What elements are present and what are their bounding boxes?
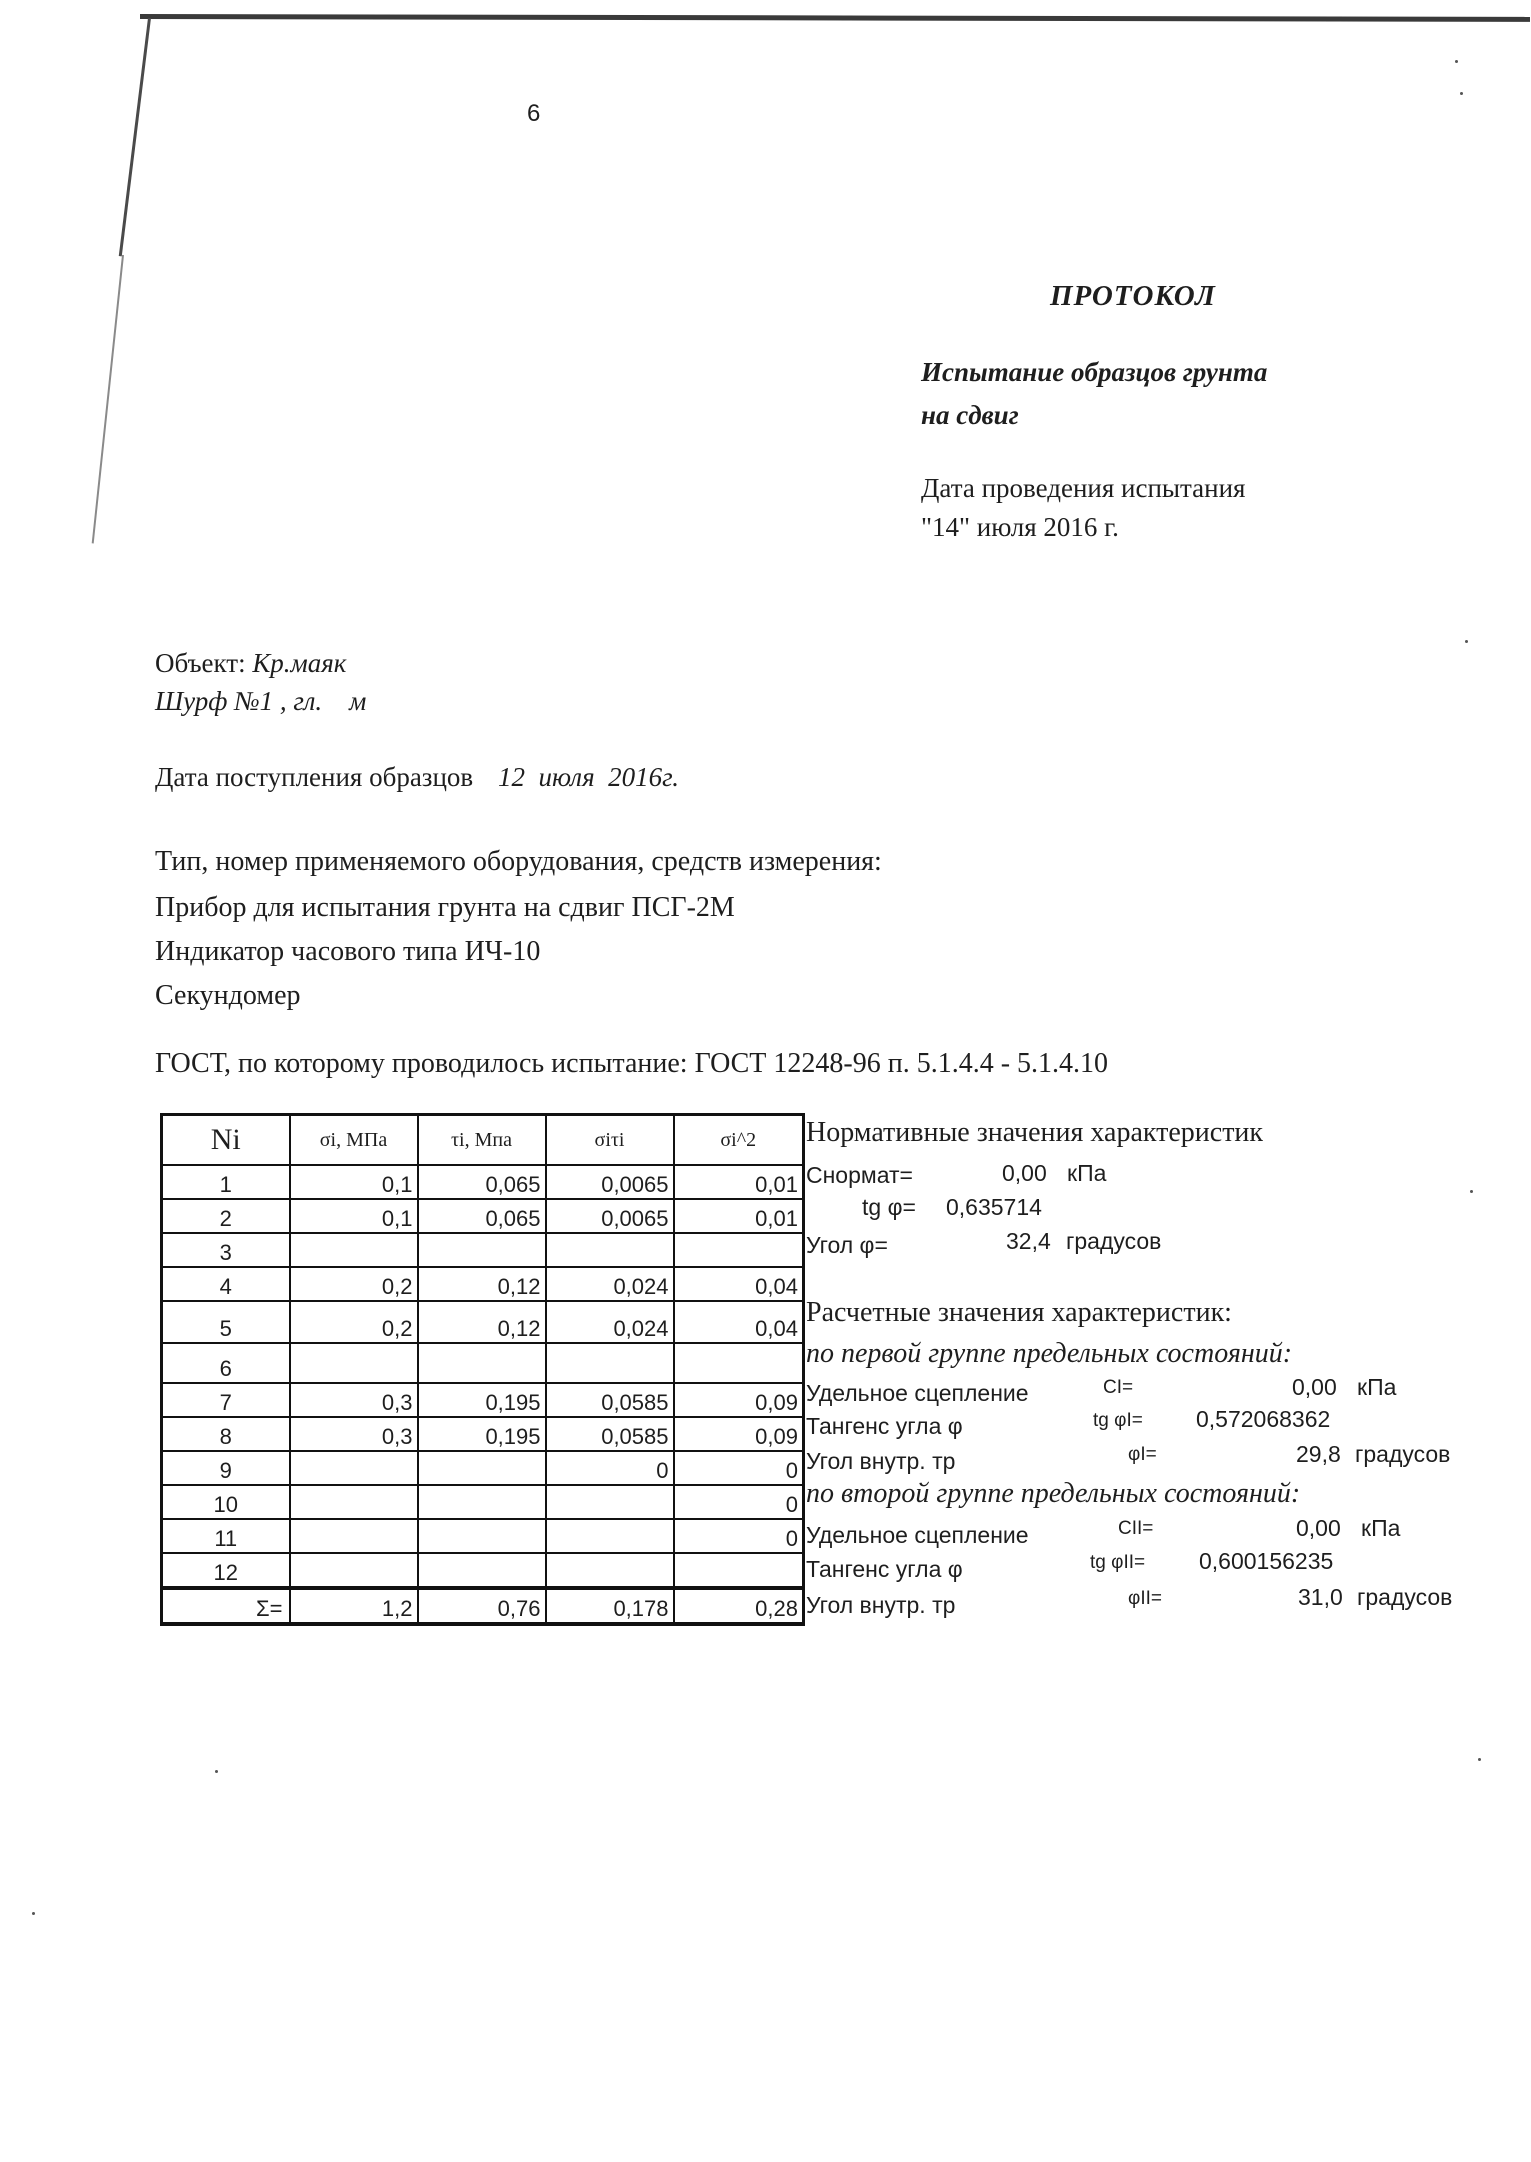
cell-tau	[418, 1553, 546, 1588]
cell-tau: 0,12	[418, 1267, 546, 1301]
scan-speck	[32, 1912, 35, 1915]
column-header-tau: τi, Мпа	[418, 1115, 546, 1166]
table-row	[162, 1343, 804, 1383]
sum-sigma-squared: 0,28	[674, 1588, 804, 1624]
scan-edge-top	[140, 14, 1530, 22]
cell-n: 10	[162, 1485, 290, 1519]
cell-tau: 0,195	[418, 1417, 546, 1451]
object-label: Объект:	[155, 648, 246, 678]
group1-angle-label: Угол внутр. тр	[806, 1448, 956, 1474]
cell-sigma-squared: 0,01	[674, 1199, 804, 1233]
group2-heading: по второй группе предельных состояний:	[806, 1478, 1301, 1509]
cell-sigma-tau	[546, 1553, 674, 1588]
cell-tau: 0,065	[418, 1165, 546, 1199]
scan-speck	[1465, 640, 1468, 643]
scan-speck	[1455, 60, 1458, 63]
group1-cohesion-label: Удельное сцепление	[806, 1380, 1029, 1406]
equipment-item: Индикатор часового типа ИЧ-10	[155, 936, 541, 967]
cell-n: 4	[162, 1267, 290, 1301]
normative-angle-unit: градусов	[1066, 1228, 1162, 1254]
equipment-item: Секундомер	[155, 980, 301, 1011]
group2-c-symbol: CII=	[1118, 1518, 1154, 1539]
document-subtitle-line2: на сдвиг	[921, 400, 1019, 430]
object-value: Кр.маяк	[252, 648, 347, 678]
scan-speck	[1460, 92, 1463, 95]
scan-speck	[1470, 1190, 1473, 1193]
pit-line: Шурф №1 , гл. м	[155, 686, 367, 716]
cell-sigma-tau: 0,024	[546, 1267, 674, 1301]
cell-n: 6	[162, 1343, 290, 1383]
cell-sigma: 0,2	[290, 1267, 418, 1301]
cell-sigma-squared	[674, 1553, 804, 1588]
group1-phi-symbol: φI=	[1128, 1444, 1157, 1465]
cell-tau: 0,065	[418, 1199, 546, 1233]
cell-sigma-squared: 0,04	[674, 1267, 804, 1301]
normative-tg-value: 0,635714	[946, 1194, 1042, 1220]
table-sum-row	[162, 1588, 804, 1624]
scan-speck	[215, 1770, 218, 1773]
test-date-value: "14" июля 2016 г.	[921, 512, 1119, 542]
table-header-row	[162, 1115, 804, 1166]
receipt-label: Дата поступления образцов	[155, 762, 474, 792]
cell-n: 7	[162, 1383, 290, 1417]
group2-phi-symbol: φII=	[1128, 1588, 1162, 1609]
document-title: ПРОТОКОЛ	[1050, 280, 1216, 312]
cell-n: 11	[162, 1519, 290, 1553]
cell-sigma-tau: 0,0065	[546, 1165, 674, 1199]
cell-sigma: 0,1	[290, 1199, 418, 1233]
group1-c-value: 0,00	[1292, 1374, 1337, 1400]
group2-tan-label: Тангенс угла φ	[806, 1556, 963, 1582]
cell-sigma: 0,1	[290, 1165, 418, 1199]
cell-sigma-tau	[546, 1519, 674, 1553]
group1-c-symbol: CI=	[1103, 1377, 1134, 1398]
table-row	[162, 1553, 804, 1588]
cell-sigma-tau: 0,024	[546, 1301, 674, 1343]
cell-n: 2	[162, 1199, 290, 1233]
cell-sigma-squared: 0,09	[674, 1417, 804, 1451]
cell-tau	[418, 1451, 546, 1485]
cell-tau	[418, 1485, 546, 1519]
equipment-item: Прибор для испытания грунта на сдвиг ПСГ-2М	[155, 892, 735, 923]
calculated-heading: Расчетные значения характеристик:	[806, 1297, 1232, 1328]
receipt-line	[155, 762, 679, 793]
group2-tg-value: 0,600156235	[1199, 1548, 1334, 1574]
normative-tg-label: tg φ=	[862, 1194, 916, 1220]
group1-angle-value: 29,8	[1296, 1441, 1341, 1467]
cell-n: 8	[162, 1417, 290, 1451]
table-row	[162, 1199, 804, 1233]
group1-tg-symbol: tg φI=	[1093, 1410, 1143, 1431]
cell-sigma-tau	[546, 1485, 674, 1519]
table-row	[162, 1233, 804, 1267]
cell-sigma	[290, 1451, 418, 1485]
cell-n: 3	[162, 1233, 290, 1267]
normative-angle-label: Угол φ=	[806, 1232, 888, 1258]
sum-tau: 0,76	[418, 1588, 546, 1624]
cell-tau: 0,12	[418, 1301, 546, 1343]
cell-n: 12	[162, 1553, 290, 1588]
cell-sigma	[290, 1233, 418, 1267]
cell-sigma-squared: 0	[674, 1519, 804, 1553]
group1-tg-value: 0,572068362	[1196, 1406, 1331, 1432]
normative-c-value: 0,00	[1002, 1160, 1047, 1186]
table-row	[162, 1519, 804, 1553]
cell-sigma: 0,3	[290, 1383, 418, 1417]
table-row	[162, 1383, 804, 1417]
column-header-sigma-squared: σi^2	[674, 1115, 804, 1166]
column-header-sigma-tau: σiτi	[546, 1115, 674, 1166]
group2-angle-unit: градусов	[1357, 1584, 1453, 1610]
shear-test-table	[160, 1113, 805, 1626]
normative-c-unit: кПа	[1067, 1160, 1107, 1186]
normative-c-label: Снормат=	[806, 1162, 913, 1188]
table-row	[162, 1301, 804, 1343]
cell-n: 9	[162, 1451, 290, 1485]
gost-line: ГОСТ, по которому проводилось испытание: ГОСТ 12248-96 п. 5.1.4.4 - 5.1.4.10	[155, 1048, 1109, 1079]
cell-sigma	[290, 1343, 418, 1383]
cell-tau	[418, 1519, 546, 1553]
page-number: 6	[527, 100, 541, 127]
group1-heading: по первой группе предельных состояний:	[806, 1338, 1293, 1369]
group2-cohesion-label: Удельное сцепление	[806, 1522, 1029, 1548]
scan-edge-left	[119, 18, 151, 257]
document-subtitle-line1: Испытание образцов грунта	[921, 357, 1268, 387]
scan-speck	[1478, 1758, 1481, 1761]
scan-edge-left-lower	[92, 255, 124, 544]
group2-c-unit: кПа	[1361, 1515, 1401, 1541]
cell-sigma	[290, 1553, 418, 1588]
equipment-heading: Тип, номер применяемого оборудования, средств измерения:	[155, 846, 882, 877]
cell-sigma-tau: 0,0585	[546, 1417, 674, 1451]
receipt-value: 12 июля 2016г.	[497, 762, 680, 792]
cell-sigma-tau: 0	[546, 1451, 674, 1485]
cell-n: 5	[162, 1301, 290, 1343]
table-row	[162, 1267, 804, 1301]
cell-sigma-tau: 0,0065	[546, 1199, 674, 1233]
normative-angle-value: 32,4	[1006, 1228, 1051, 1254]
cell-sigma-tau	[546, 1343, 674, 1383]
cell-sigma-tau	[546, 1233, 674, 1267]
object-line	[155, 648, 346, 679]
table-row	[162, 1451, 804, 1485]
group2-angle-value: 31,0	[1298, 1584, 1343, 1610]
cell-tau: 0,195	[418, 1383, 546, 1417]
table-row	[162, 1165, 804, 1199]
cell-sigma	[290, 1485, 418, 1519]
normative-heading: Нормативные значения характеристик	[806, 1117, 1264, 1148]
cell-sigma: 0,3	[290, 1417, 418, 1451]
sum-label: Σ=	[162, 1588, 290, 1624]
test-date-label: Дата проведения испытания	[921, 473, 1246, 503]
cell-sigma-squared	[674, 1343, 804, 1383]
table-row	[162, 1417, 804, 1451]
cell-n: 1	[162, 1165, 290, 1199]
group1-angle-unit: градусов	[1355, 1441, 1451, 1467]
sum-sigma-tau: 0,178	[546, 1588, 674, 1624]
group2-tg-symbol: tg φII=	[1090, 1552, 1146, 1573]
cell-sigma-squared: 0,01	[674, 1165, 804, 1199]
cell-sigma-squared: 0	[674, 1485, 804, 1519]
cell-sigma: 0,2	[290, 1301, 418, 1343]
column-header-sigma: σi, МПа	[290, 1115, 418, 1166]
cell-sigma-squared: 0,09	[674, 1383, 804, 1417]
cell-tau	[418, 1343, 546, 1383]
cell-sigma-squared: 0,04	[674, 1301, 804, 1343]
sum-sigma: 1,2	[290, 1588, 418, 1624]
group1-tan-label: Тангенс угла φ	[806, 1413, 963, 1439]
table-row	[162, 1485, 804, 1519]
cell-sigma-tau: 0,0585	[546, 1383, 674, 1417]
cell-tau	[418, 1233, 546, 1267]
cell-sigma	[290, 1519, 418, 1553]
group2-c-value: 0,00	[1296, 1515, 1341, 1541]
cell-sigma-squared	[674, 1233, 804, 1267]
cell-sigma-squared: 0	[674, 1451, 804, 1485]
group1-c-unit: кПа	[1357, 1374, 1397, 1400]
group2-angle-label: Угол внутр. тр	[806, 1592, 956, 1618]
column-header-n: Ni	[162, 1115, 290, 1166]
